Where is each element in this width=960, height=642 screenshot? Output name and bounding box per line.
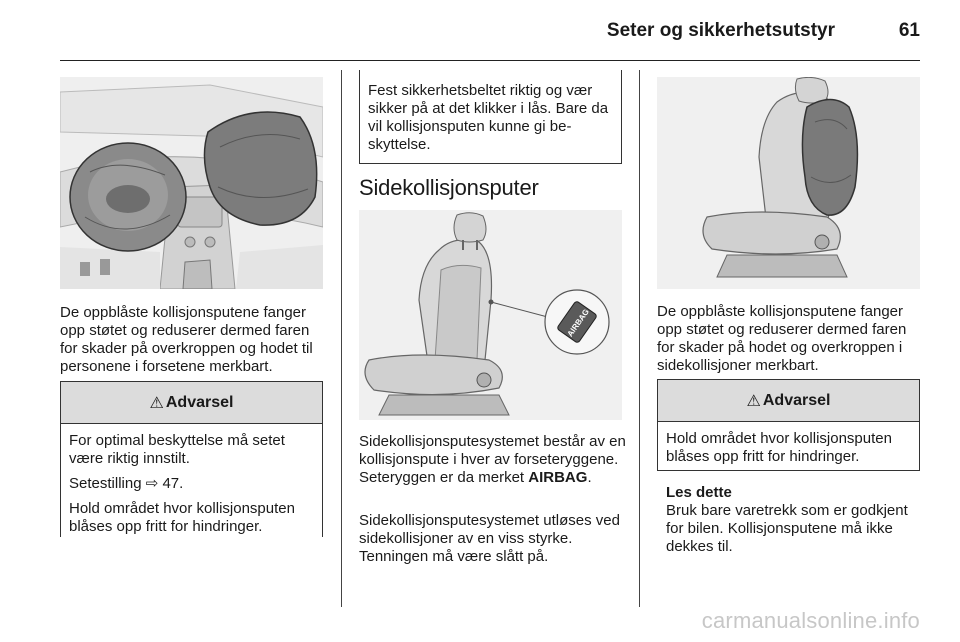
warning-header-1 <box>61 382 322 424</box>
airbag-tag-label: AIRBAG <box>565 307 591 339</box>
note-body: Bruk bare varetrekk som er godkjent for bilen. Kollisjonsputene må ikke dekkes til. <box>666 502 908 555</box>
seatbelt-note-box <box>359 70 622 164</box>
warning-title-2: Advarsel <box>762 391 831 409</box>
warning-icon: ⚠ <box>746 392 761 410</box>
seatbelt-note-text: Fest sikkerhetsbeltet riktig og vær sikker på at det klikker i lås. Bare da vil kollisjonsputen kunne gi beskyttelse. <box>368 82 609 153</box>
warning-body-2 <box>658 422 919 474</box>
side-airbag-desc-a: Sidekollisjonsputesystemet består av en kollisjonspute i hver av forseteryggene. Seteryggen er da merket <box>359 433 626 486</box>
column-divider-2 <box>639 70 640 607</box>
page-header <box>0 0 960 60</box>
warning-box-2 <box>657 379 920 471</box>
warning-keep-clear-2: Hold området hvor kollisjonsputen blåses opp fritt for hindringer. <box>666 430 892 465</box>
warning-seat-adjust: For optimal beskyttelse må setet være riktig innstilt. <box>69 432 285 467</box>
side-airbag-deployed-illustration <box>657 77 920 289</box>
warning-box-1 <box>60 381 323 537</box>
front-airbag-caption: De oppblåste kollisjonsputene fanger opp støtet og reduserer dermed faren for skader på overkroppen og hodet til personene i forsetene merkbart. <box>60 304 313 375</box>
front-airbags-illustration <box>60 77 323 289</box>
section-heading: Sidekollisjonsputer <box>359 175 539 200</box>
warning-keep-clear: Hold området hvor kollisjonsputen blåses opp fritt for hindringer. <box>69 500 295 535</box>
note-block <box>666 484 928 556</box>
side-airbag-desc-c: . <box>587 469 592 486</box>
warning-body-1 <box>61 424 322 544</box>
header-rule <box>60 60 920 61</box>
page-title: Seter og sikkerhetsutstyr <box>606 20 835 41</box>
airbag-marking: AIRBAG <box>528 469 588 486</box>
column-divider-1 <box>341 70 342 607</box>
warning-seat-ref <box>69 475 314 493</box>
page-number: 61 <box>898 20 920 41</box>
warning-icon: ⚠ <box>149 394 164 412</box>
seat-ref-text: Setestilling <box>69 475 146 492</box>
warning-title-1: Advarsel <box>165 393 234 411</box>
seat-ref-page[interactable]: 47. <box>162 475 184 492</box>
watermark: carmanualsonline.info <box>701 608 920 633</box>
note-title: Les dette <box>666 484 732 501</box>
page-ref-arrow-icon: ⇨ <box>145 475 159 492</box>
side-airbag-caption: De oppblåste kollisjonsputene fanger opp støtet og reduserer dermed faren for skader på hodet og overkroppen i sidekollisjoner merkbart. <box>657 303 907 374</box>
side-airbag-seat-illustration <box>359 210 622 420</box>
side-airbag-description <box>359 433 629 487</box>
warning-header-2 <box>658 380 919 422</box>
side-airbag-deployment: Sidekollisjonsputesystemet utløses ved sidekollisjoner av en viss styrke. Tenningen må være slått på. <box>359 512 620 565</box>
